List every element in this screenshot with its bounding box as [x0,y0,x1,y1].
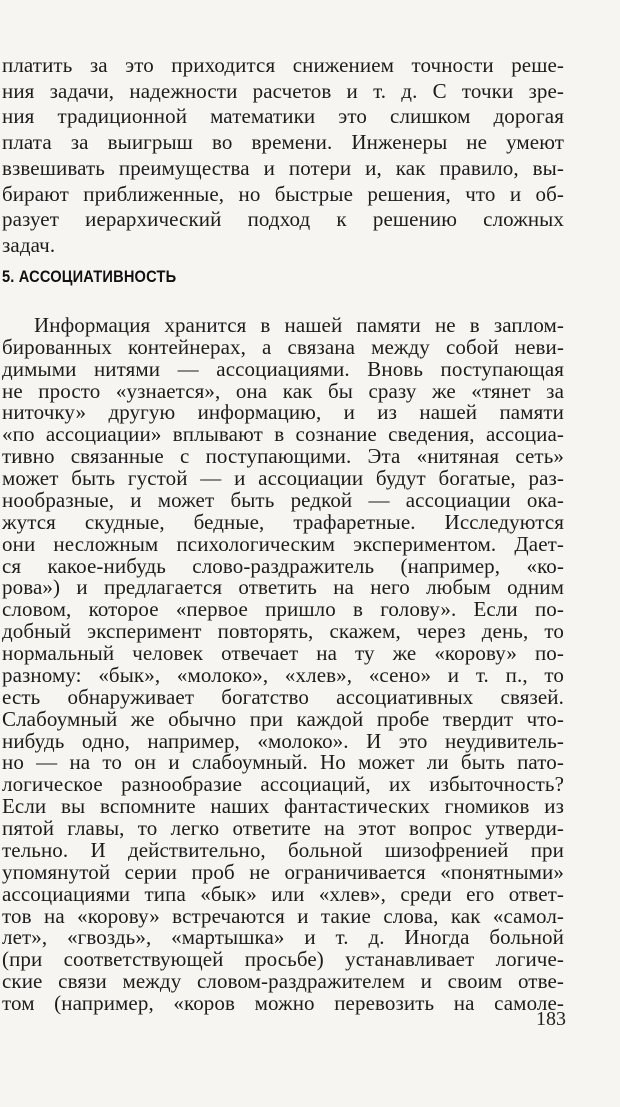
text-line: тельно. И действительно, больной шизофренией при [2,838,564,862]
text-line: нибудь одно, например, «молоко». И это неудивитель- [2,729,564,753]
text-line: они несложным психологическим экспериментом. Дает- [2,532,564,556]
text-line: Если вы вспомните наших фантастических гномиков из [2,794,564,818]
text-line: тивно связанные с поступающими. Эта «нитяная сеть» [2,444,564,468]
text-line: Информация хранится в нашей памяти не в заплом- [34,313,564,337]
text-line: (при соответствующей просьбе) устанавливает логиче- [2,947,564,971]
text-line: разует иерархический подход к решению сложных [2,207,564,231]
text-line: разному: «бык», «молоко», «хлев», «сено» и т. п., то [2,663,564,687]
text-line: нормальный человек отвечает на ту же «корову» по- [2,641,564,665]
text-line: ся какое-нибудь слово-раздражитель (например, «ко- [2,554,564,578]
text-line: ния традиционной математики это слишком дорогая [2,104,564,128]
text-line: димыми нитями — ассоциациями. Вновь поступающая [2,357,564,381]
text-line: лет», «гвоздь», «мартышка» и т. д. Иногда больной [2,925,564,949]
text-line: ские связи между словом-раздражителем и своим отве- [2,969,564,993]
text-line: добный эксперимент повторять, скажем, через день, то [2,619,564,643]
section-heading: 5. АССОЦИАТИВНОСТЬ [2,267,177,286]
text-line: есть обнаруживает богатство ассоциативных связей. [2,685,564,709]
text-line: ниточку» другую информацию, и из нашей памяти [2,400,564,424]
text-line: плата за выигрыш во времени. Инженеры не умеют [2,130,564,154]
text-line: не просто «узнается», она как бы сразу же «тянет за [2,379,564,403]
text-line: «по ассоциации» вплывают в сознание сведения, ассоциа- [2,422,564,446]
text-line: платить за это приходится снижением точности реше- [2,53,564,77]
text-line: тов на «корову» встречаются и такие слова, как «самол- [2,904,564,928]
text-line: но — на то он и слабоумный. Но может ли быть пато- [2,750,564,774]
text-line: Слабоумный же обычно при каждой пробе твердит что- [2,707,564,731]
text-line: бирают приближенные, но быстрые решения, что и об- [2,182,564,206]
text-line: словом, которое «первое пришло в голову». Если по- [2,597,564,621]
text-line: ния задачи, надежности расчетов и т. д. С точки зре- [2,79,564,103]
text-line: задач. [2,233,56,257]
text-line: пятой главы, то легко ответите на этот вопрос утверди- [2,816,564,840]
text-line: жутся скудные, бедные, трафаретные. Исследуются [2,510,564,534]
text-line: упомянутой серии проб не ограничивается «понятными» [2,860,564,884]
page-number: 183 [536,1008,566,1030]
text-line: может быть густой — и ассоциации будут богатые, раз- [2,466,564,490]
text-line: рова») и предлагается ответить на него любым одним [2,575,564,599]
text-line: логическое разнообразие ассоциаций, их избыточность? [2,772,564,796]
text-line: нообразные, и может быть редкой — ассоциации ока- [2,488,564,512]
text-line: бированных контейнерах, а связана между собой неви- [2,335,564,359]
text-line: ассоциациями типа «бык» или «хлев», среди его ответ- [2,882,564,906]
text-line: том (например, «коров можно перевозить на самоле- [2,991,564,1015]
text-line: взвешивать преимущества и потери и, как правило, вы- [2,156,564,180]
